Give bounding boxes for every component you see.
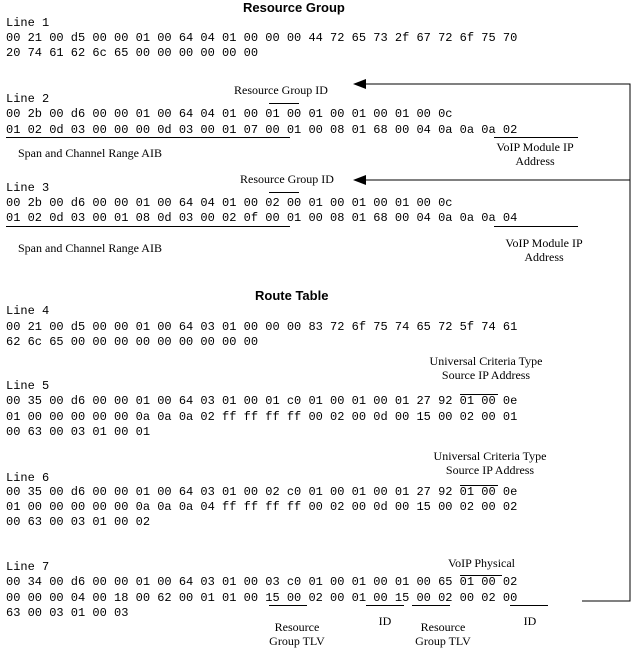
line2-ip-annotation: VoIP Module IP Address (496, 140, 574, 168)
line1-label: Line 1 (6, 16, 50, 30)
line3-ip-annotation: VoIP Module IP Address (505, 236, 583, 264)
line5-annotation: Universal Criteria Type Source IP Address (429, 354, 543, 382)
line1-row2: 20 74 61 62 6c 65 00 00 00 00 00 00 (6, 46, 259, 60)
line4-row2: 62 6c 65 00 00 00 00 00 00 00 00 00 (6, 335, 259, 349)
line1-row1: 00 21 00 d5 00 00 01 00 64 04 01 00 00 00 44 72 65 73 2f 67 72 6f 75 70 (6, 31, 518, 45)
line7-row3: 63 00 03 01 00 03 (6, 606, 129, 620)
route-table-title: Route Table (255, 288, 329, 303)
connector-bracket (365, 84, 630, 601)
line6-label: Line 6 (6, 471, 50, 485)
line6-row1: 00 35 00 d6 00 00 01 00 64 03 01 00 02 c0 01 00 01 00 01 27 92 01 00 0e (6, 485, 518, 499)
line2-label: Line 2 (6, 92, 50, 106)
line5-label: Line 5 (6, 379, 50, 393)
line3-id-annotation: Resource Group ID (240, 172, 334, 186)
line2-id-annotation: Resource Group ID (234, 83, 328, 97)
line6-annotation: Universal Criteria Type Source IP Address (433, 449, 547, 477)
line3-span-annotation: Span and Channel Range AIB (18, 241, 162, 255)
line7-id2-annotation: ID (523, 614, 537, 628)
line7-tlv1-annotation: Resource Group TLV (269, 620, 325, 648)
line7-row2: 00 00 00 04 00 18 00 62 00 01 01 00 15 00 02 00 01 00 15 00 02 00 02 00 (6, 591, 518, 605)
line7-label: Line 7 (6, 560, 50, 574)
line2-row2: 01 02 0d 03 00 00 00 0d 03 00 01 07 00 01 00 08 01 68 00 04 0a 0a 0a 02 (6, 123, 518, 137)
line5-row2: 01 00 00 00 00 00 0a 0a 0a 02 ff ff ff ff 00 02 00 0d 00 15 00 02 00 01 (6, 410, 518, 424)
resource-group-title: Resource Group (243, 0, 345, 15)
line7-row1: 00 34 00 d6 00 00 01 00 64 03 01 00 03 c0 01 00 01 00 01 00 65 01 00 02 (6, 575, 518, 589)
line2-span-annotation: Span and Channel Range AIB (18, 146, 162, 160)
line7-tlv2-annotation: Resource Group TLV (415, 620, 471, 648)
line7-voip-physical-annotation: VoIP Physical (448, 556, 516, 570)
line5-row1: 00 35 00 d6 00 00 01 00 64 03 01 00 01 c0 01 00 01 00 01 27 92 01 00 0e (6, 394, 518, 408)
line3-label: Line 3 (6, 181, 50, 195)
line5-row3: 00 63 00 03 01 00 01 (6, 425, 151, 439)
arrowhead-line2 (353, 79, 366, 89)
line6-row2: 01 00 00 00 00 00 0a 0a 0a 04 ff ff ff ff 00 02 00 0d 00 15 00 02 00 02 (6, 500, 518, 514)
line4-row1: 00 21 00 d5 00 00 01 00 64 03 01 00 00 00 83 72 6f 75 74 65 72 5f 74 61 (6, 320, 518, 334)
line6-row3: 00 63 00 03 01 00 02 (6, 515, 151, 529)
line3-row1: 00 2b 00 d6 00 00 01 00 64 04 01 00 02 00 01 00 01 00 01 00 0c (6, 196, 453, 210)
line3-row2: 01 02 0d 03 00 01 08 0d 03 00 02 0f 00 01 00 08 01 68 00 04 0a 0a 0a 04 (6, 211, 518, 225)
line7-id1-annotation: ID (378, 614, 392, 628)
arrowhead-line3 (353, 175, 366, 185)
line4-label: Line 4 (6, 304, 50, 318)
line2-row1: 00 2b 00 d6 00 00 01 00 64 04 01 00 01 00 01 00 01 00 01 00 0c (6, 107, 453, 121)
